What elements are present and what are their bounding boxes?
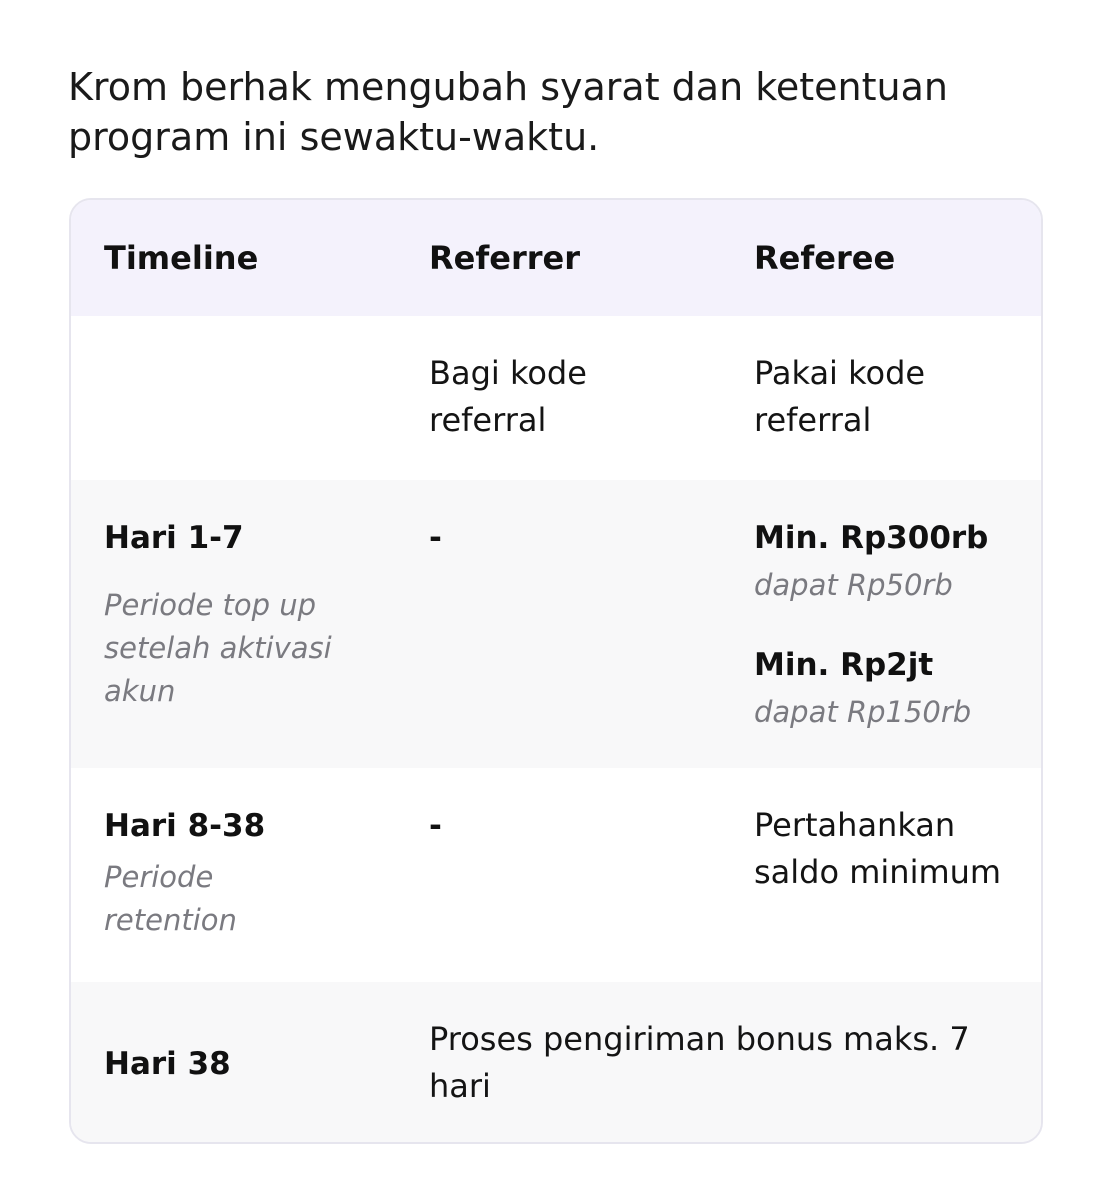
row3-referrer: - [429,808,442,844]
intro-text: Krom berhak mengubah syarat dan ketentuan program ini sewaktu-waktu. [68,65,948,159]
row4-timeline-title: Hari 38 [104,1046,231,1082]
header-referee: Referee [754,239,896,277]
table-row [71,982,1041,1144]
row3-timeline-note: Periode retention [104,860,237,937]
referral-timeline-table [69,198,1043,1144]
row2-timeline-note: Periode top up setelah aktivasi akun [104,588,332,708]
row2-referrer: - [429,520,442,556]
row1-referee: Pakai kode referral [754,354,926,439]
header-timeline: Timeline [104,239,259,277]
row2-timeline-title: Hari 1-7 [104,520,244,556]
header-referrer: Referrer [429,239,581,277]
table-row [71,316,1041,480]
table-header-row [71,200,1041,316]
row1-referrer: Bagi kode referral [429,354,587,439]
row4-bonus-delivery: Proses pengiriman bonus maks. 7 hari [429,1020,970,1105]
row2-referee-tier2-amount: Min. Rp2jt [754,647,934,683]
row2-referee-tier1-amount: Min. Rp300rb [754,520,989,556]
row3-timeline-title: Hari 8-38 [104,808,266,844]
row3-referee: Pertahankan saldo minimum [754,806,1002,891]
row2-referee-tier2-bonus: dapat Rp150rb [754,695,972,729]
table-row [71,768,1041,982]
table-row [71,480,1041,768]
row2-referee-tier1-bonus: dapat Rp50rb [754,568,953,602]
